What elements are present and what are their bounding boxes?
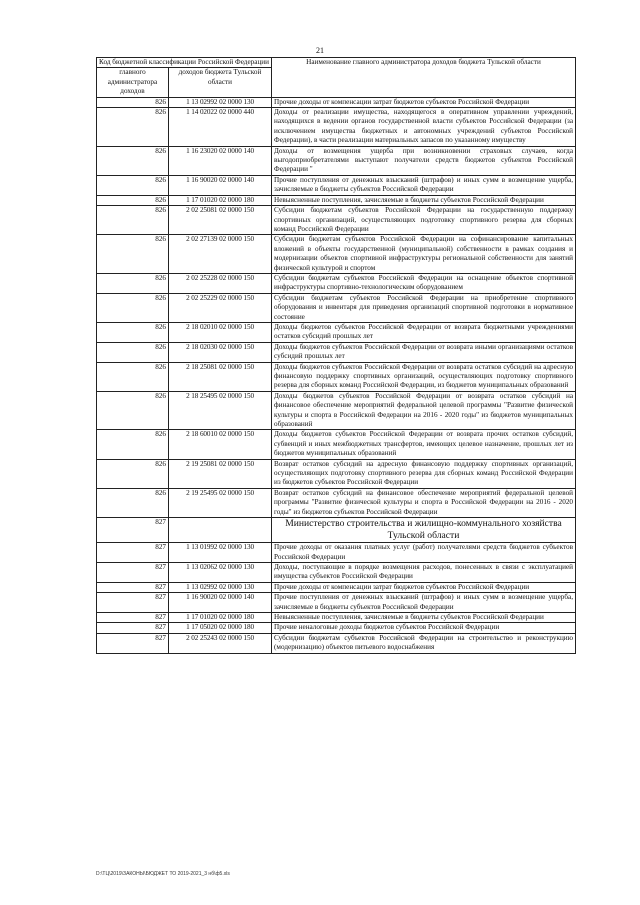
admin-code-cell: 826 [97,146,169,175]
income-name-cell: Прочие поступления от денежных взысканий (штрафов) и иных сумм в возмещение ущерба, зачисляемые в бюджеты субъектов Российской Федерации [272,593,576,613]
income-code-cell: 1 17 01020 02 0000 180 [169,612,272,622]
section-admin-code: 827 [97,518,169,543]
income-code-cell: 2 02 25229 02 0000 150 [169,293,272,322]
income-code-cell: 1 13 02062 02 0000 130 [169,562,272,582]
income-code-cell: 1 16 23020 02 0000 140 [169,146,272,175]
admin-code-cell: 826 [97,362,169,391]
admin-code-cell: 826 [97,322,169,342]
income-name-cell: Прочие доходы от компенсации затрат бюджетов субъектов Российской Федерации [272,582,576,592]
table-row [97,273,576,293]
income-name-cell: Доходы бюджетов субъектов Российской Федерации от возврата остатков субсидий на финансовое обеспечение мероприятий федеральной целевой программы "Развитие физической культуры и спорта в Российской Федерации на 2016 - 2020 годы" из бюджетов муниципальных образований [272,391,576,430]
income-code-cell: 2 18 25495 02 0000 150 [169,391,272,430]
table-row [97,582,576,592]
income-code-cell: 2 19 25081 02 0000 150 [169,459,272,488]
admin-code-cell: 826 [97,293,169,322]
page-number: 21 [316,46,324,55]
admin-code-cell: 826 [97,391,169,430]
header-administrator-name: Наименование главного администратора доходов бюджета Тульской области [272,58,576,98]
income-code-cell: 1 16 90020 02 0000 140 [169,175,272,195]
income-name-cell: Прочие доходы от оказания платных услуг (работ) получателями средств бюджетов субъектов Российской Федерации [272,543,576,563]
admin-code-cell: 826 [97,206,169,235]
admin-code-cell: 826 [97,430,169,459]
table-row [97,206,576,235]
admin-code-cell: 827 [97,612,169,622]
income-name-cell: Субсидии бюджетам субъектов Российской Федерации на государственную поддержку спортивных организаций, осуществляющих подготовку спортивного резерва для сборных команд Российской Федерации [272,206,576,235]
income-code-cell: 1 16 90020 02 0000 140 [169,593,272,613]
section-title: Министерство строительства и жилищно-коммунального хозяйства Тульской области [272,518,576,543]
table-row [97,391,576,430]
table-row [97,488,576,517]
income-code-cell: 2 02 25243 02 0000 150 [169,633,272,653]
table-row [97,459,576,488]
income-code-cell: 1 17 05020 02 0000 180 [169,623,272,633]
table-row [97,543,576,563]
income-name-cell: Прочие доходы от компенсации затрат бюджетов субъектов Российской Федерации [272,97,576,107]
admin-code-cell: 826 [97,108,169,147]
income-name-cell: Доходы бюджетов субъектов Российской Федерации от возврата остатков субсидий на адресную финансовую поддержку спортивных организаций, осуществляющих подготовку спортивного резерва для сборных команд Российской Федерации, из бюджетов муниципальных образований [272,362,576,391]
income-name-cell: Доходы от возмещения ущерба при возникновении страховых случаев, когда выгодоприобретателями выступают получатели средств бюджетов субъектов Российской Федерации " [272,146,576,175]
table-row [97,97,576,107]
header-income-code: доходов бюджета Тульской области [169,68,272,97]
income-name-cell: Возврат остатков субсидий на финансовое обеспечение мероприятий федеральной целевой программы "Развитие физической культуры и спорта в Российской Федерации на 2016 - 2020 годы" из бюджетов субъектов Российской Федерации [272,488,576,517]
table-row [97,322,576,342]
revenue-administrators-table [96,57,576,654]
table-row [97,146,576,175]
income-code-cell: 2 02 25228 02 0000 150 [169,273,272,293]
admin-code-cell: 827 [97,582,169,592]
table-header-row-1 [97,58,576,68]
income-name-cell: Возврат остатков субсидий на адресную финансовую поддержку спортивных организаций, осуществляющих подготовку спортивного резерва для сборных команд Российской Федерации из бюджетов субъектов Российской Федерации [272,459,576,488]
income-name-cell: Субсидии бюджетам субъектов Российской Федерации на приобретение спортивного оборудования и инвентаря для приведения организаций спортивной подготовки в нормативное состояние [272,293,576,322]
income-name-cell: Невыясненные поступления, зачисляемые в бюджеты субъектов Российской Федерации [272,195,576,205]
table-row [97,562,576,582]
admin-code-cell: 827 [97,543,169,563]
income-name-cell: Доходы бюджетов субъектов Российской Федерации от возврата иными организациями остатков субсидий прошлых лет [272,342,576,362]
admin-code-cell: 826 [97,97,169,107]
income-name-cell: Субсидии бюджетам субъектов Российской Федерации на оснащение объектов спортивной инфраструктуры спортивно-технологическим оборудованием [272,273,576,293]
table-row [97,362,576,391]
income-code-cell: 1 13 02992 02 0000 130 [169,97,272,107]
admin-code-cell: 826 [97,273,169,293]
income-code-cell: 2 18 02010 02 0000 150 [169,322,272,342]
table-row [97,108,576,147]
header-budget-classification-code: Код бюджетной классификации Российской Федерации [97,58,272,68]
income-code-cell: 2 18 02030 02 0000 150 [169,342,272,362]
income-name-cell: Прочие поступления от денежных взысканий (штрафов) и иных сумм в возмещение ущерба, зачисляемые в бюджеты субъектов Российской Федерации [272,175,576,195]
table-row [97,612,576,622]
income-code-cell: 2 18 25081 02 0000 150 [169,362,272,391]
admin-code-cell: 827 [97,593,169,613]
admin-code-cell: 827 [97,623,169,633]
income-name-cell: Прочие неналоговые доходы бюджетов субъектов Российской Федерации [272,623,576,633]
income-code-cell: 2 19 25495 02 0000 150 [169,488,272,517]
table-row [97,175,576,195]
admin-code-cell: 826 [97,235,169,274]
income-code-cell: 2 02 27139 02 0000 150 [169,235,272,274]
table-row [97,293,576,322]
admin-code-cell: 827 [97,633,169,653]
table-row [97,623,576,633]
table-row [97,235,576,274]
income-name-cell: Доходы от реализации имущества, находящегося в оперативном управлении учреждений, находящихся в ведении органов государственной власти субъектов Российской Федерации (за исключением имущества бюджетных и автономных учреждений субъектов Российской Федерации), в части реализации материальных запасов по указанному имуществу [272,108,576,147]
admin-code-cell: 826 [97,342,169,362]
section-empty-cell [169,518,272,543]
table-row [97,195,576,205]
income-code-cell: 1 13 02992 02 0000 130 [169,582,272,592]
income-code-cell: 1 14 02022 02 0000 440 [169,108,272,147]
income-code-cell: 2 02 25081 02 0000 150 [169,206,272,235]
income-name-cell: Доходы бюджетов субъектов Российской Федерации от возврата бюджетными учреждениями остатков субсидий прошлых лет [272,322,576,342]
income-name-cell: Доходы, поступающие в порядке возмещения расходов, понесенных в связи с эксплуатацией имущества субъектов Российской Федерации [272,562,576,582]
admin-code-cell: 826 [97,488,169,517]
table-row [97,430,576,459]
income-name-cell: Невыясненные поступления, зачисляемые в бюджеты субъектов Российской Федерации [272,612,576,622]
income-code-cell: 1 13 01992 02 0000 130 [169,543,272,563]
file-path-footer: D:\ТЦ\2019\ЗАКОНЫ\БЮДЖЕТ ТО 2019-2021_3 нб\ф5.xls [96,871,230,877]
header-main-administrator: главного администратора доходов [97,68,169,97]
income-name-cell: Доходы бюджетов субъектов Российской Федерации от возврата прочих остатков субсидий, субвенций и иных межбюджетных трансфертов, имеющих целевое назначение, прошлых лет из бюджетов муниципальных образований [272,430,576,459]
table-row [97,633,576,653]
admin-code-cell: 826 [97,459,169,488]
admin-code-cell: 826 [97,195,169,205]
admin-code-cell: 826 [97,175,169,195]
table-row [97,593,576,613]
admin-code-cell: 827 [97,562,169,582]
income-code-cell: 1 17 01020 02 0000 180 [169,195,272,205]
income-name-cell: Субсидии бюджетам субъектов Российской Федерации на строительство и реконструкцию (модернизацию) объектов питьевого водоснабжения [272,633,576,653]
income-name-cell: Субсидии бюджетам субъектов Российской Федерации на софинансирование капитальных вложений в объекты государственной (муниципальной) собственности в рамках создания и модернизации объектов спортивной инфраструктуры региональной собственности для занятий физической культурой и спортом [272,235,576,274]
income-code-cell: 2 18 60010 02 0000 150 [169,430,272,459]
table-row [97,342,576,362]
section-header-row [97,518,576,543]
